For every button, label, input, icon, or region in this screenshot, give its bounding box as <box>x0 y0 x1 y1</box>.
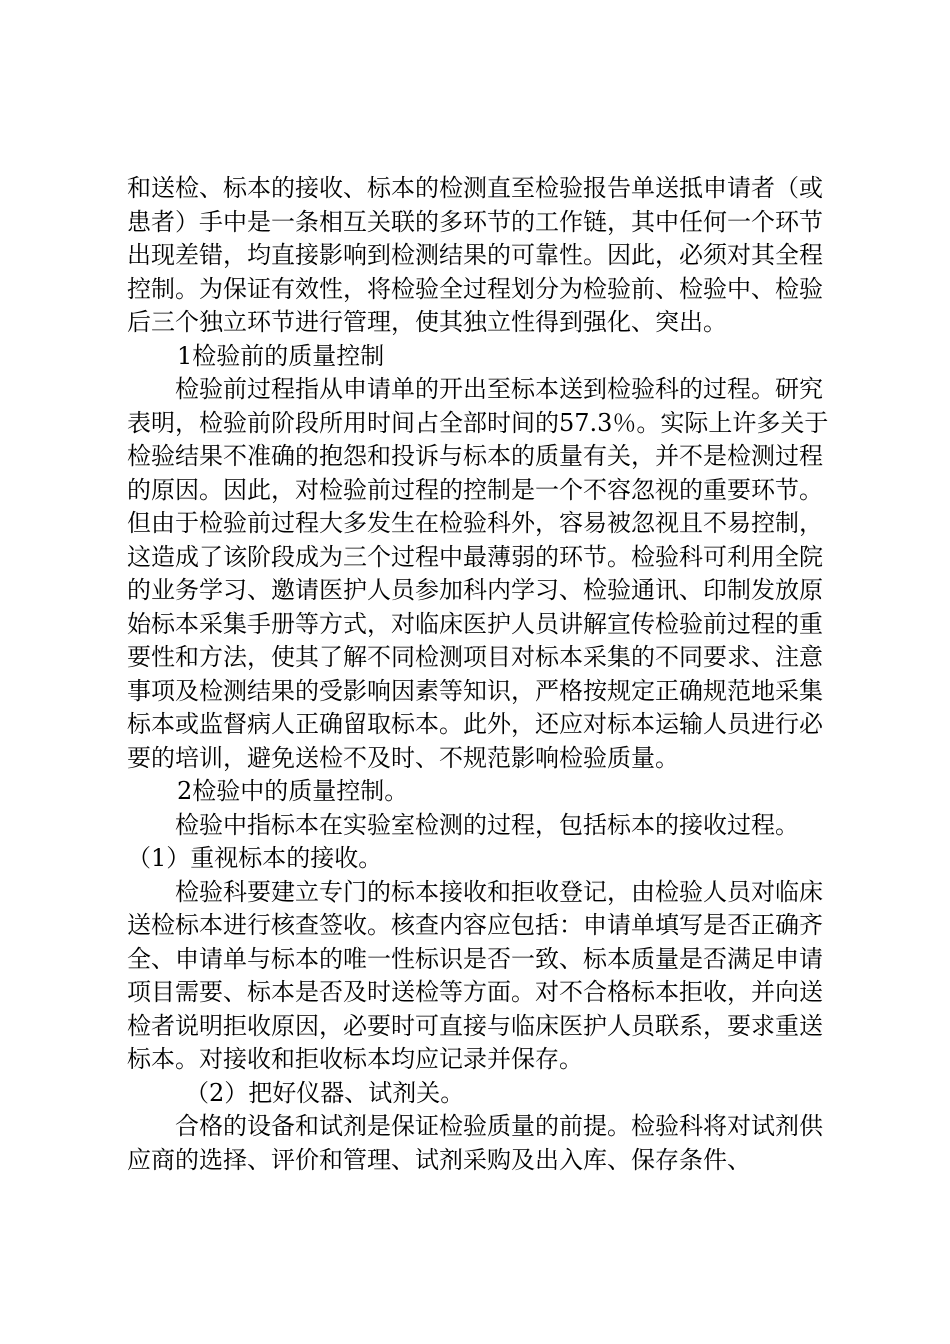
paragraph-pre-analytical: 检验前过程指从申请单的开出至标本送到检验科的过程。研究表明，检验前阶段所用时间占全部时间的57.3％。实际上许多关于检验结果不准确的抱怨和投诉与标本的质量有关，并不是检测过程的原因。因此，对检验前过程的控制是一个不容忽视的重要环节。但由于检验前过程大多发生在检验科外，容易被忽视且不易控制，这造成了该阶段成为三个过程中最薄弱的环节。检验科可利用全院的业务学习、邀请医护人员参加科内学习、检验通讯、印制发放原始标本采集手册等方式，对临床医护人员讲解宣传检验前过程的重要性和方法，使其了解不同检测项目对标本采集的不同要求、注意事项及检测结果的受影响因素等知识，严格按规定正确规范地采集标本或监督病人正确留取标本。此外，还应对标本运输人员进行必要的培训，避免送检不及时、不规范影响检验质量。 <box>127 375 829 772</box>
subheading-instruments-reagents: （2）把好仪器、试剂关。 <box>185 1078 465 1107</box>
document-body <box>127 172 842 1177</box>
paragraph-instruments-reagents: 合格的设备和试剂是保证检验质量的前提。检验科将对试剂供应商的选择、评价和管理、试剂采购及出入库、保存条件、 <box>127 1112 823 1174</box>
paragraph-analytical-definition: 检验中指标本在实验室检测的过程，包括标本的接收过程。 <box>175 810 799 839</box>
paragraph-intro: 和送检、标本的接收、标本的检测直至检验报告单送抵申请者（或患者）手中是一条相互关联的多环节的工作链，其中任何一个环节出现差错，均直接影响到检测结果的可靠性。因此，必须对其全程控制。为保证有效性，将检验全过程划分为检验前、检验中、检验后三个独立环节进行管理，使其独立性得到强化、突出。 <box>127 174 823 336</box>
heading-analytical-qc: 2检验中的质量控制。 <box>177 777 409 805</box>
paragraph-specimen-reception: 检验科要建立专门的标本接收和拒收登记，由检验人员对临床送检标本进行核查签收。核查内容应包括：申请单填写是否正确齐全、申请单与标本的唯一性标识是否一致、标本质量是否满足申请项目需要、标本是否及时送检等方面。对不合格标本拒收，并向送检者说明拒收原因，必要时可直接与临床医护人员联系，要求重送标本。对接收和拒收标本均应记录并保存。 <box>127 877 823 1073</box>
subheading-specimen-reception: （1）重视标本的接收。 <box>127 844 383 872</box>
heading-pre-analytical-qc: 1检验前的质量控制 <box>177 341 385 370</box>
